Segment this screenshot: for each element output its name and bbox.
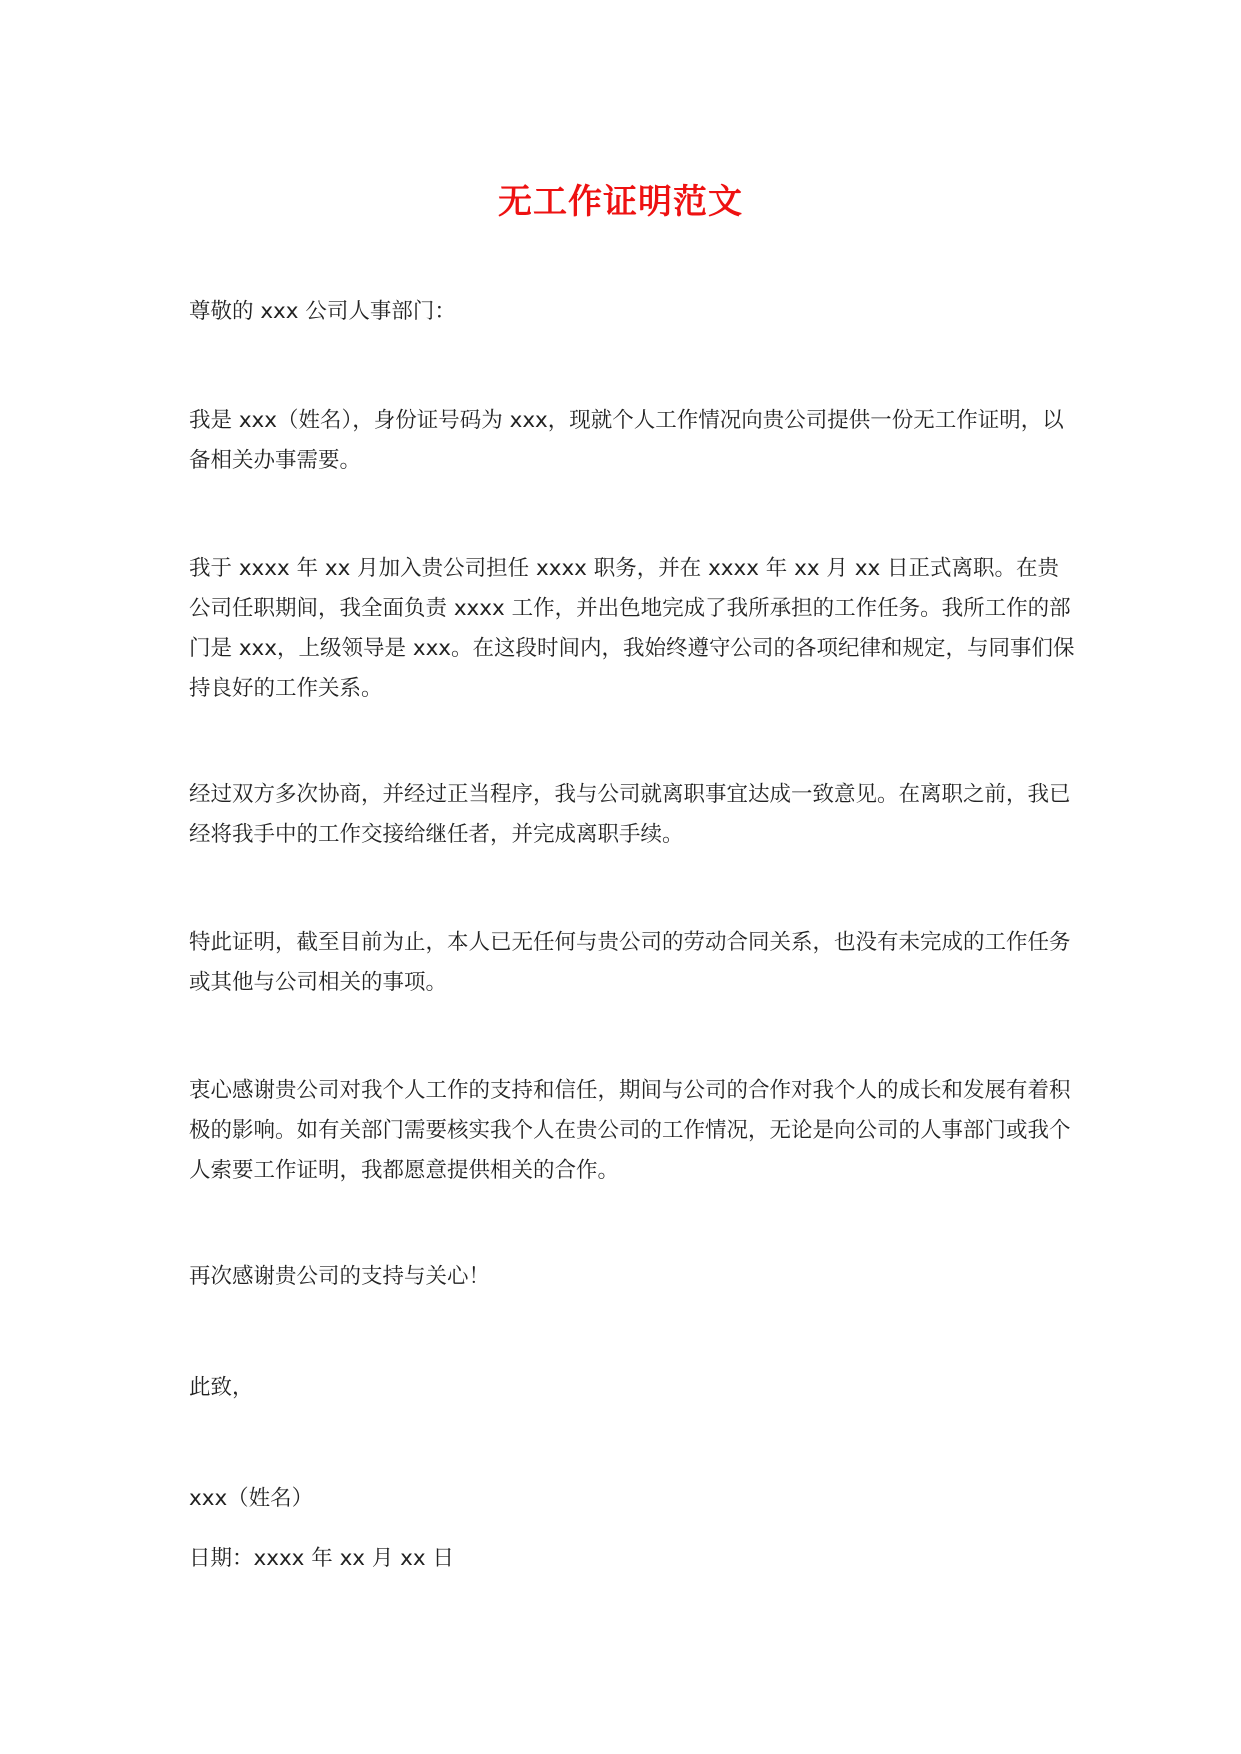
paragraph-introduction: 我是 xxx（姓名），身份证号码为 xxx，现就个人工作情况向贵公司提供一份无工作证明，以备相关办事需要。 [189, 408, 1064, 473]
paragraph-gratitude: 衷心感谢贵公司对我个人工作的支持和信任，期间与公司的合作对我个人的成长和发展有着积极的影响。如有关部门需要核实我个人在贵公司的工作情况，无论是向公司的人事部门或我个人索要工作证明，我都愿意提供相关的合作。 [189, 1078, 1071, 1183]
paragraph-certification: 特此证明，截至目前为止，本人已无任何与贵公司的劳动合同关系，也没有未完成的工作任务或其他与公司相关的事项。 [189, 930, 1071, 995]
signature: xxx（姓名） [189, 1486, 314, 1511]
closing: 此致， [189, 1375, 254, 1400]
salutation: 尊敬的 xxx 公司人事部门： [189, 299, 456, 324]
paragraph-employment-history: 我于 xxxx 年 xx 月加入贵公司担任 xxxx 职务，并在 xxxx 年 xx 月 xx 日正式离职。在贵公司任职期间，我全面负责 xxxx 工作，并出色地完成了我所承担的工作任务。我所工作的部门是 xxx，上级领导是 xxx。在这段时间内，我始终遵守公司的各项纪律和规定，与同事们保持良好的工作关系。 [189, 556, 1075, 701]
paragraph-thanks-again: 再次感谢贵公司的支持与关心！ [189, 1264, 491, 1289]
document-title: 无工作证明范文 [498, 182, 743, 222]
date-line: 日期：xxxx 年 xx 月 xx 日 [189, 1546, 454, 1571]
paragraph-resignation: 经过双方多次协商，并经过正当程序，我与公司就离职事宜达成一致意见。在离职之前，我已经将我手中的工作交接给继任者，并完成离职手续。 [189, 782, 1071, 847]
